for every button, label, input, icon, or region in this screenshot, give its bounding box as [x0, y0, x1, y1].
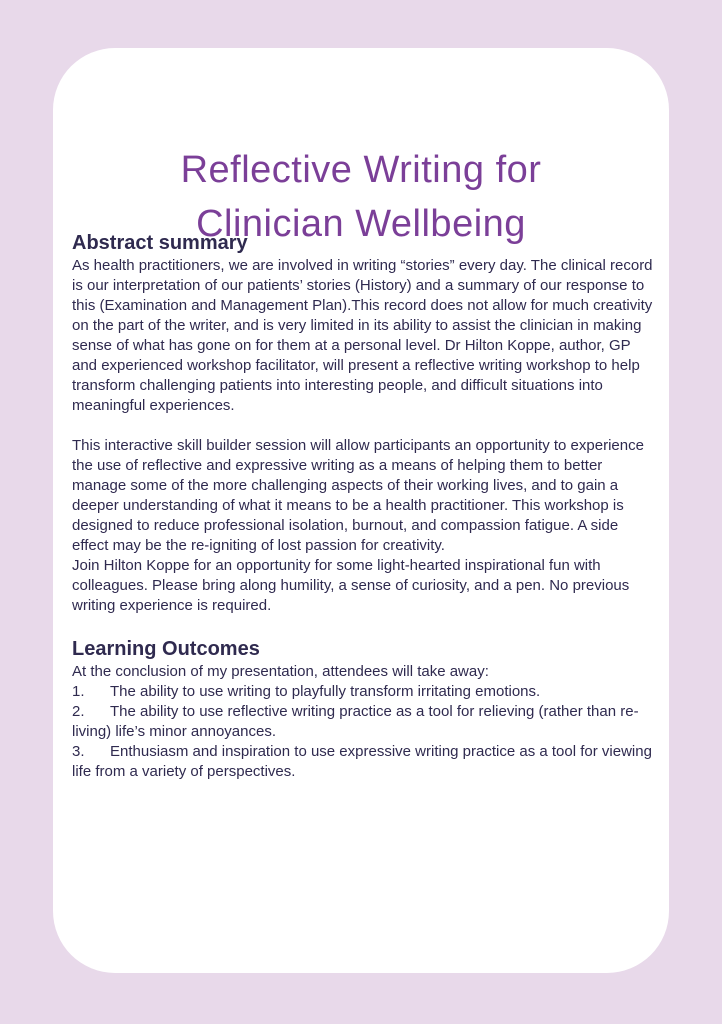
document-body: [72, 230, 657, 782]
outcome-number: 2.: [72, 703, 85, 720]
title-line-1: Reflective Writing for: [180, 149, 542, 192]
abstract-paragraph-1: As health practitioners, we are involved in writing “stories” every day. The clinical record is our interpretation of our patients’ stories (History) and a summary of our response to this (Examination and Management Plan).This record does not allow for much creativity on the part of the writer, and is very limited in its ability to assist the clinician in making sense of what has gone on for them at a personal level. Dr Hilton Koppe, author, GP and experienced workshop facilitator, will present a reflective writing workshop to help transform challenging patients into interesting people, and difficult situations into meaningful experiences.: [72, 257, 653, 414]
abstract-heading: Abstract summary: [72, 232, 248, 254]
spacer: [72, 416, 657, 436]
outcomes-intro: At the conclusion of my presentation, attendees will take away:: [72, 663, 489, 680]
title-line-2: Clinician Wellbeing: [196, 203, 526, 246]
outcome-text: Enthusiasm and inspiration to use expressive writing practice as a tool for viewing life from a variety of perspectives.: [72, 743, 652, 780]
outcome-text: The ability to use writing to playfully transform irritating emotions.: [110, 683, 541, 700]
spacer: [72, 616, 657, 636]
abstract-paragraph-3: Join Hilton Koppe for an opportunity for some light-hearted inspirational fun with colleagues. Please bring along humility, a sense of curiosity, and a pen. No previous writing experience is required.: [72, 557, 630, 614]
outcome-item-2: [72, 702, 657, 742]
outcome-number: 3.: [72, 743, 85, 760]
outcome-number: 1.: [72, 683, 85, 700]
outcome-text: The ability to use reflective writing practice as a tool for relieving (rather than re-living) life’s minor annoyances.: [72, 703, 639, 740]
outcome-item-1: [72, 682, 657, 702]
learning-outcomes-heading: Learning Outcomes: [72, 638, 260, 660]
outcome-item-3: [72, 742, 657, 782]
abstract-paragraph-2: This interactive skill builder session will allow participants an opportunity to experience the use of reflective and expressive writing as a means of helping them to better manage some of the more challenging aspects of their working lives, and to gain a deeper understanding of what it means to be a health practitioner. This workshop is designed to reduce professional isolation, burnout, and compassion fatigue. A side effect may be the re-igniting of lost passion for creativity.: [72, 437, 644, 554]
